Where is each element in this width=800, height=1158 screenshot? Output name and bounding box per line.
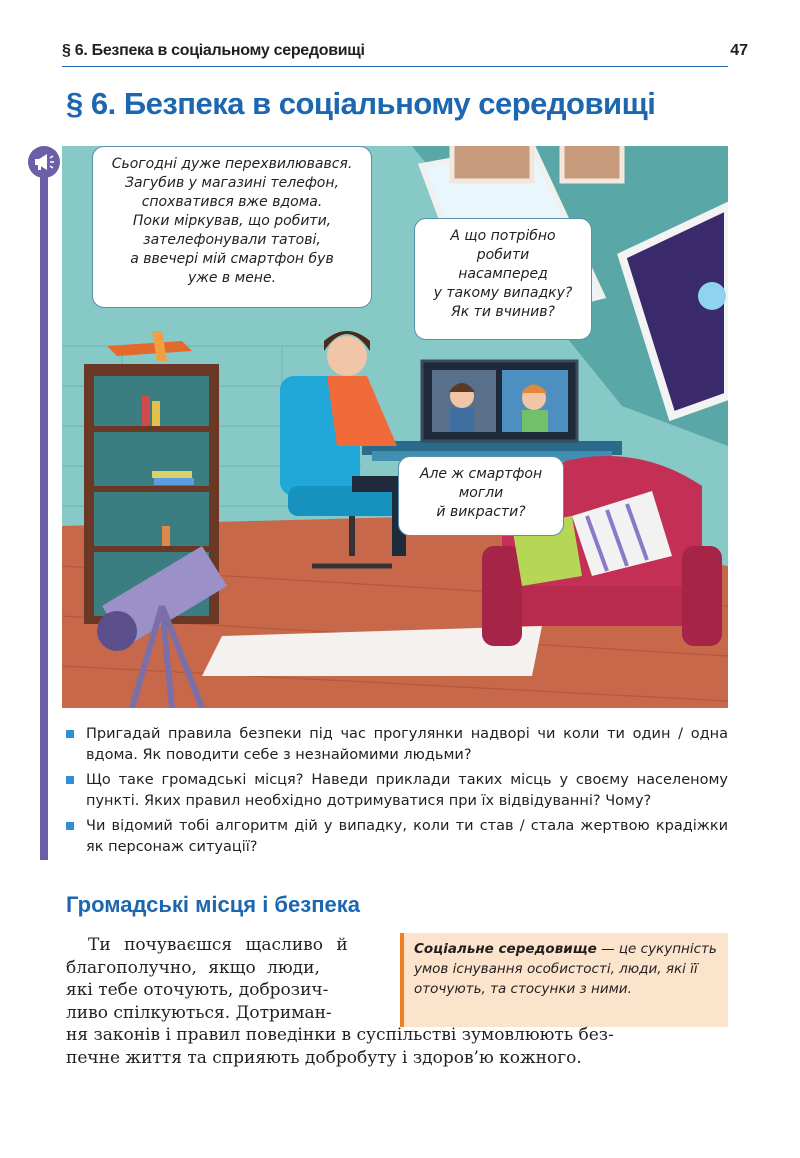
megaphone-icon bbox=[28, 146, 60, 178]
question-list bbox=[66, 724, 728, 862]
body-line: ня законів і правил поведінки в суспільстві зумовлюють без- bbox=[66, 1025, 614, 1045]
bubble-1-line: Поки міркував, що робити, bbox=[132, 213, 332, 229]
bubble-3-line: й викрасти? bbox=[436, 504, 526, 520]
bubble-3-line: могли bbox=[458, 485, 504, 501]
bubble-2-line: А що потрібно bbox=[450, 228, 556, 244]
room-illustration bbox=[62, 146, 728, 708]
body-paragraph-full bbox=[66, 1024, 730, 1069]
body-line: Ти почуваєшся щасливо й bbox=[88, 935, 348, 955]
bullet-square-icon bbox=[66, 822, 74, 830]
question-text: Пригадай правила безпеки під час прогулянки надворі чи коли ти один / одна вдома. Як поводити себе з незнайомими людьми? bbox=[86, 726, 728, 763]
bubble-1-line: а ввечері мій смартфон був bbox=[130, 251, 334, 267]
bubble-2-line: насамперед bbox=[458, 266, 548, 282]
bullet-square-icon bbox=[66, 776, 74, 784]
question-item bbox=[66, 724, 728, 766]
bubble-1-line: уже в мене. bbox=[187, 270, 277, 286]
speech-bubble-3 bbox=[398, 456, 564, 536]
bubble-1-line: Загубив у магазині телефон, bbox=[125, 175, 339, 191]
question-text: Чи відомий тобі алгоритм дій у випадку, коли ти став / стала жертвою крадіжки як персонаж ситуації? bbox=[86, 818, 728, 855]
side-accent-bar bbox=[40, 160, 48, 860]
bubble-2-line: у такому випадку? bbox=[433, 285, 573, 301]
definition-term: Соціальне середовище bbox=[414, 941, 597, 957]
body-paragraph-column bbox=[66, 934, 388, 1024]
speech-bubble-1 bbox=[92, 146, 372, 308]
bubble-1-line: зателефонували татові, bbox=[143, 232, 321, 248]
speech-bubble-2 bbox=[414, 218, 592, 340]
bubble-1-line: Сьогодні дуже перехвилювався. bbox=[111, 156, 353, 172]
question-text: Що таке громадські місця? Наведи приклади таких місць у своєму населеному пункті. Яких правил необхідно дотримуватися при їх відвідуванні? Чому? bbox=[86, 772, 728, 809]
running-title: § 6. Безпека в соціальному середовищі bbox=[62, 42, 365, 59]
definition-text: — це сукупність умов існування особистості, люди, які її оточують, та стосунки з ними. bbox=[414, 941, 717, 997]
running-header bbox=[62, 40, 748, 67]
definition-box bbox=[400, 933, 728, 1027]
page-number: 47 bbox=[730, 42, 748, 59]
question-item bbox=[66, 770, 728, 812]
bubble-2-line: Як ти вчинив? bbox=[451, 304, 555, 320]
body-line: печне життя та сприяють добробуту і здоров’ю кожного. bbox=[66, 1047, 582, 1068]
body-line: ливо спілкуються. Дотриман- bbox=[66, 1002, 332, 1023]
body-line: які тебе оточують, доброзич- bbox=[66, 980, 329, 1000]
question-item bbox=[66, 816, 728, 858]
bubble-1-line: спохватився вже вдома. bbox=[141, 194, 323, 210]
body-line: благополучно, якщо люди, bbox=[66, 957, 320, 978]
bullet-square-icon bbox=[66, 730, 74, 738]
bubble-3-line: Але ж смартфон bbox=[419, 466, 543, 482]
subsection-title: Громадські місця і безпека bbox=[66, 892, 360, 917]
section-title: § 6. Безпека в соціальному середовищі bbox=[66, 86, 656, 121]
bubble-2-line: робити bbox=[476, 247, 530, 263]
